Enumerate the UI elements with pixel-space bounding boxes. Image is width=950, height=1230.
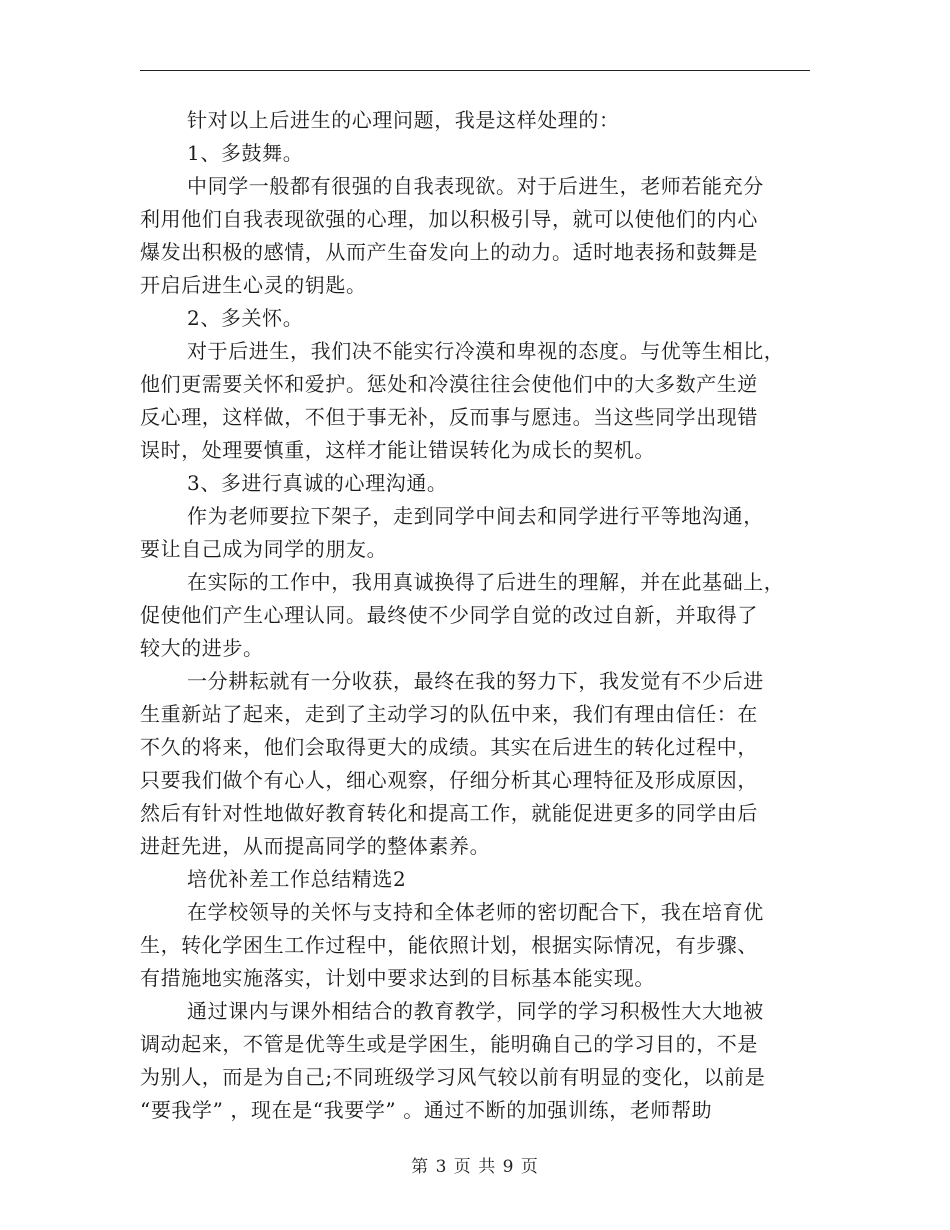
paragraph-line: 他们更需要关怀和爱护。惩处和冷漠往往会使他们中的大多数产生逆 <box>140 372 758 396</box>
paragraph-line: 一分耕耘就有一分收获，最终在我的努力下，我发觉有不少后进 <box>187 669 764 693</box>
paragraph-line: 利用他们自我表现欲强的心理，加以积极引导，就可以使他们的内心 <box>140 207 758 231</box>
paragraph-line: 生重新站了起来，走到了主动学习的队伍中来，我们有理由信任：在 <box>140 702 758 726</box>
paragraph-line: 调动起来，不管是优等生或是学困生，能明确自己的学习目的，不是 <box>140 1032 758 1056</box>
paragraph-line: 较大的进步。 <box>140 636 264 660</box>
paragraph-line: 不久的将来，他们会取得更大的成绩。其实在后进生的转化过程中， <box>140 735 758 759</box>
document-body <box>140 104 810 1127</box>
list-heading: 3、多进行真诚的心理沟通。 <box>187 471 448 495</box>
section-title: 培优补差工作总结精选2 <box>187 867 407 891</box>
paragraph-line: 中同学一般都有很强的自我表现欲。对于后进生，老师若能充分 <box>187 174 764 198</box>
paragraph-line: 通过课内与课外相结合的教育教学，同学的学习积极性大大地被 <box>187 999 764 1023</box>
paragraph-line: 爆发出积极的感情，从而产生奋发向上的动力。适时地表扬和鼓舞是 <box>140 240 758 264</box>
paragraph-line: 开启后进生心灵的钥匙。 <box>140 273 367 297</box>
paragraph-line: 对于后进生，我们决不能实行冷漠和卑视的态度。与优等生相比， <box>187 339 785 363</box>
paragraph-line: 作为老师要拉下架子，走到同学中间去和同学进行平等地沟通， <box>187 504 764 528</box>
page-number: 第 3 页 共 9 页 <box>411 1157 539 1177</box>
paragraph-line: 进赶先进，从而提高同学的整体素养。 <box>140 834 491 858</box>
paragraph-line: 在实际的工作中，我用真诚换得了后进生的理解，并在此基础上， <box>187 570 785 594</box>
paragraph-line: 针对以上后进生的心理问题，我是这样处理的： <box>187 108 620 132</box>
paragraph-line: 生，转化学困生工作过程中，能依照计划，根据实际情况，有步骤、 <box>140 933 758 957</box>
paragraph-line: 为别人，而是为自己;不同班级学习风气较以前有明显的变化，以前是 <box>140 1065 766 1089</box>
paragraph-line: 有措施地实施落实，计划中要求达到的目标基本能实现。 <box>140 966 655 990</box>
paragraph-line: 反心理，这样做，不但于事无补，反而事与愿违。当这些同学出现错 <box>140 405 758 429</box>
paragraph-line: 只要我们做个有心人，细心观察，仔细分析其心理特征及形成原因， <box>140 768 758 792</box>
paragraph-line: “要我学” ，现在是“我要学” 。通过不断的加强训练，老师帮助 <box>140 1098 713 1122</box>
list-heading: 2、多关怀。 <box>187 306 304 330</box>
paragraph-line: 要让自己成为同学的朋友。 <box>140 537 388 561</box>
paragraph-line: 促使他们产生心理认同。最终使不少同学自觉的改过自新，并取得了 <box>140 603 758 627</box>
paragraph-line: 误时，处理要慎重，这样才能让错误转化为成长的契机。 <box>140 438 655 462</box>
paragraph-line: 然后有针对性地做好教育转化和提高工作，就能促进更多的同学由后 <box>140 801 758 825</box>
list-heading: 1、多鼓舞。 <box>187 141 304 165</box>
header-rule <box>140 70 810 71</box>
paragraph-line: 在学校领导的关怀与支持和全体老师的密切配合下，我在培育优 <box>187 900 764 924</box>
